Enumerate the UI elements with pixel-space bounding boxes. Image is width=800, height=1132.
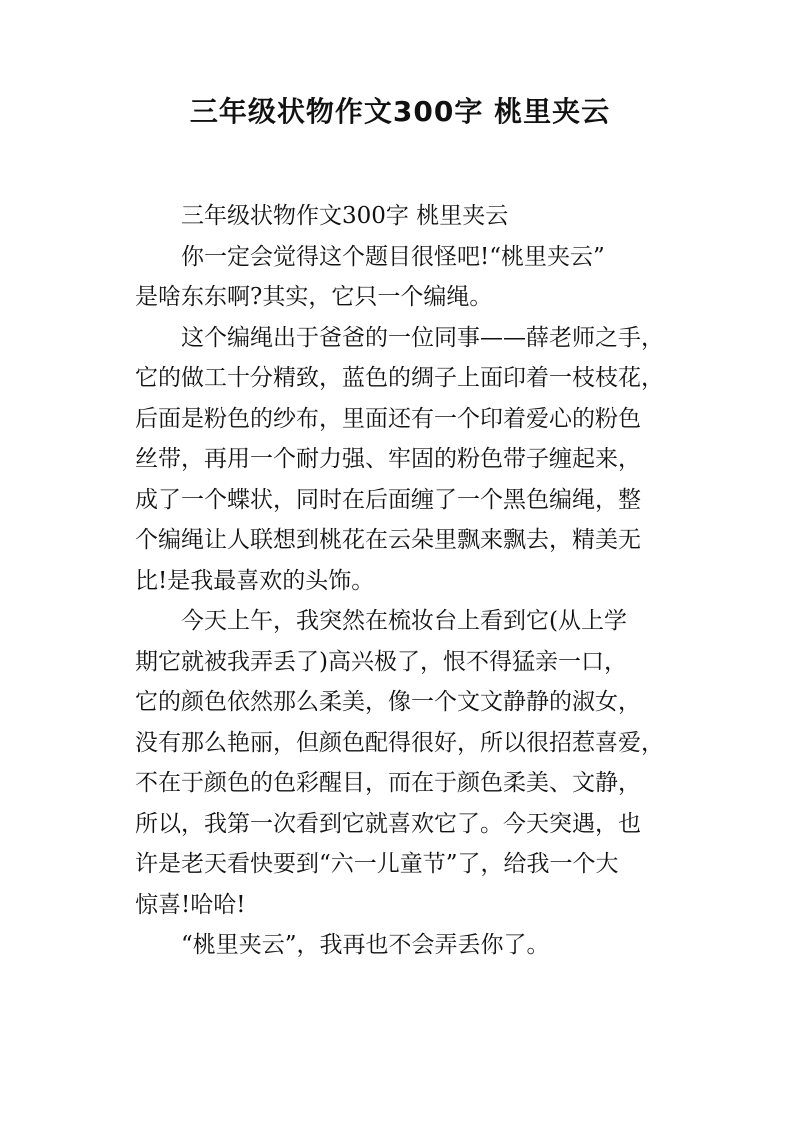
text-line: 不在于颜色的色彩醒目，而在于颜色柔美、文静， <box>135 770 641 796</box>
text-line: 个编绳让人联想到桃花在云朵里飘来飘去，精美无 <box>135 527 641 553</box>
text-line: 期它就被我弄丢了)高兴极了，恨不得猛亲一口， <box>135 648 627 675</box>
text-line: 比!是我最喜欢的头饰。 <box>135 567 375 594</box>
text-line: 它的做工十分精致，蓝色的绸子上面印着一枝枝花， <box>135 365 664 391</box>
text-line: 丝带，再用一个耐力强、牢固的粉色带子缠起来， <box>135 446 641 472</box>
document-title: 三年级状物作文300字 桃里夹云 <box>189 95 611 128</box>
text-line: “桃里夹云”，我再也不会弄丢你了。 <box>181 932 550 958</box>
text-line: 所以，我第一次看到它就喜欢它了。今天突遇，也 <box>135 810 641 837</box>
text-line-subtitle: 三年级状物作文300字 桃里夹云 <box>181 203 509 229</box>
essay-body <box>135 196 680 966</box>
text-line: 今天上午，我突然在梳妆台上看到它(从上学 <box>181 608 627 634</box>
text-line: 惊喜!哈哈! <box>135 891 246 918</box>
text-line: 没有那么艳丽，但颜色配得很好，所以很招惹喜爱， <box>135 729 664 756</box>
text-line: 是啥东东啊?其实，它只一个编绳。 <box>135 284 493 310</box>
text-line: 后面是粉色的纱布，里面还有一个印着爱心的粉色 <box>135 405 641 432</box>
text-line: 许是老天看快要到“六一儿童节”了，给我一个大 <box>135 851 619 877</box>
text-line: 成了一个蝶状，同时在后面缠了一个黑色编绳，整 <box>135 486 641 513</box>
text-line: 你一定会觉得这个题目很怪吧!“桃里夹云” <box>181 243 605 270</box>
text-line: 这个编绳出于爸爸的一位同事——薛老师之手， <box>181 324 664 351</box>
text-line: 它的颜色依然那么柔美，像一个文文静静的淑女， <box>135 689 641 715</box>
